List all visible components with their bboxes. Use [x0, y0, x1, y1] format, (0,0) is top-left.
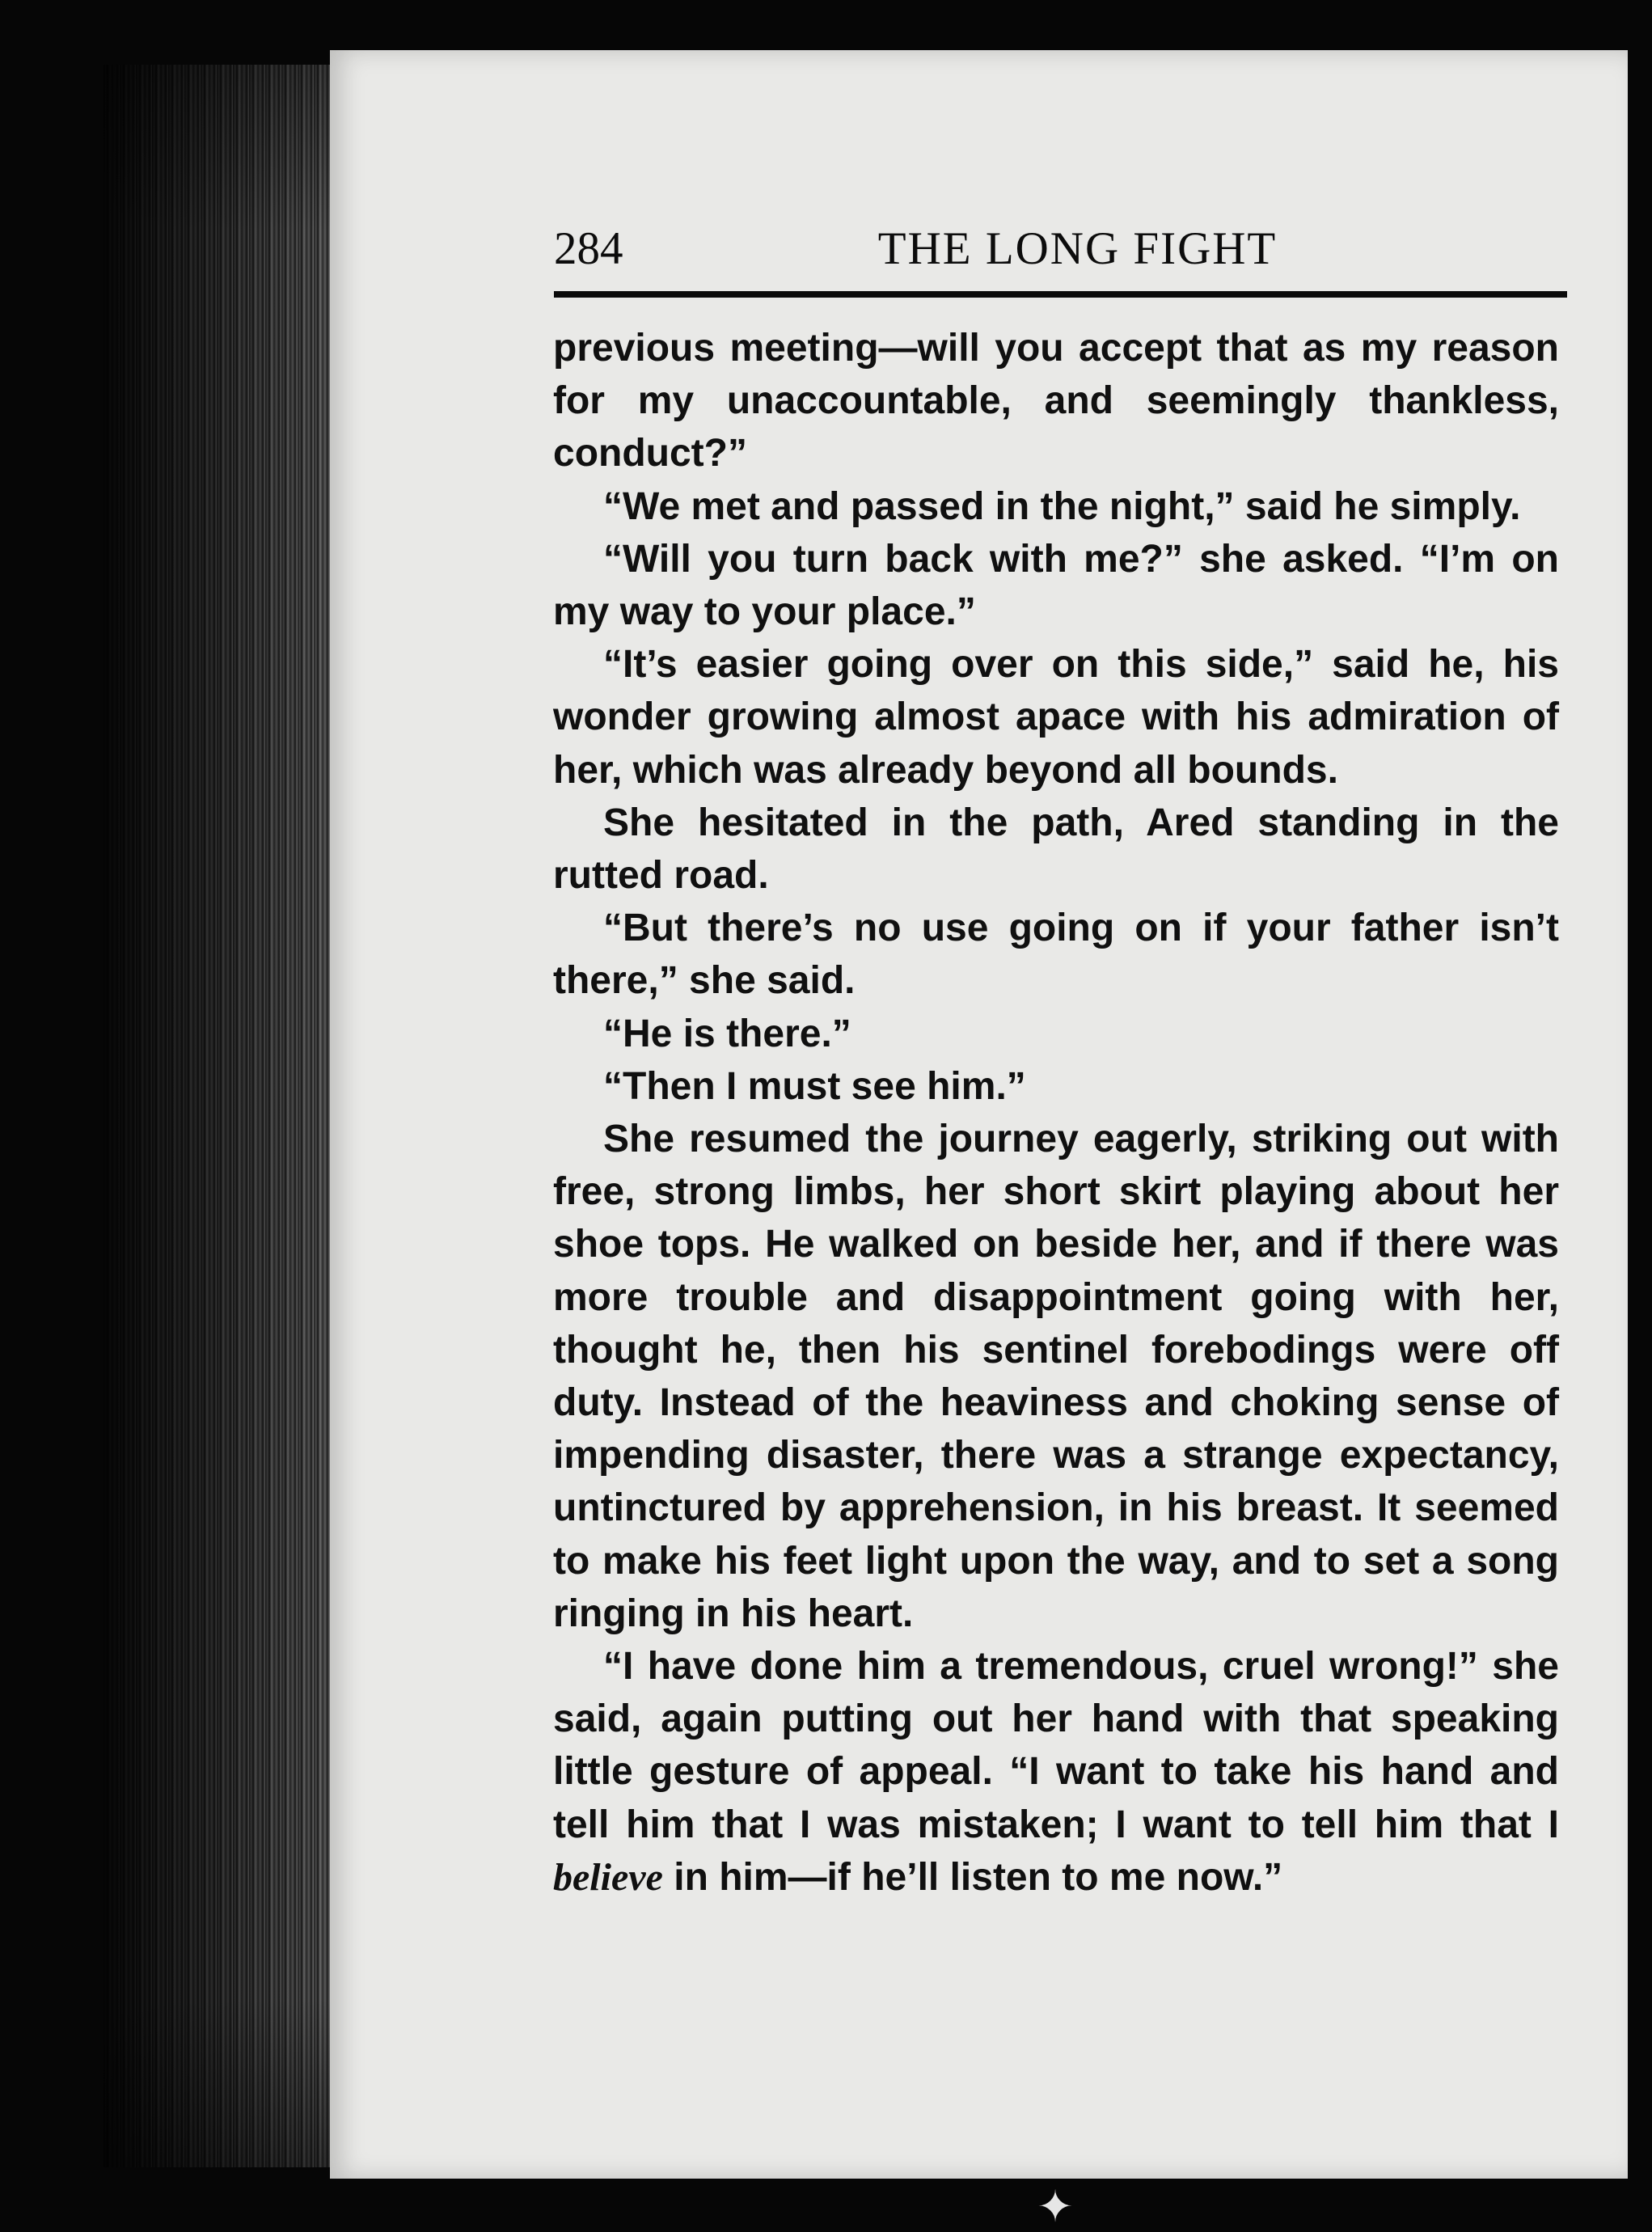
text-run: previous meeting—will you accept that as my reason for my unaccountable, and seemingly thankless, conduct?” [553, 327, 1559, 476]
header-rule [554, 291, 1567, 298]
text-run: “Will you turn back with me?” she asked. “I’m on my way to your place.” [553, 537, 1559, 634]
body-text [553, 322, 1559, 1904]
paragraph [553, 322, 1559, 480]
paragraph [553, 1113, 1559, 1640]
scan-artifact-mark: ✦ [1037, 2183, 1074, 2231]
italic-emphasis: believe [553, 1855, 663, 1899]
text-run: She hesitated in the path, Ared standing in the rutted road. [553, 801, 1559, 898]
paragraph [553, 533, 1559, 638]
text-run: “It’s easier going over on this side,” said he, his wonder growing almost apace with his admiration of her, which was already beyond all bounds. [553, 643, 1559, 792]
paragraph [553, 1060, 1559, 1113]
text-run: “He is there.” [603, 1012, 851, 1055]
paragraph [553, 1640, 1559, 1904]
text-run: “Then I must see him.” [603, 1064, 1026, 1108]
paragraph [553, 902, 1559, 1007]
paragraph [553, 1008, 1559, 1060]
text-run: in him—if he’ll listen to me now.” [662, 1855, 1283, 1899]
paragraph [553, 797, 1559, 902]
running-title: THE LONG FIGHT [877, 223, 1278, 274]
paragraph [553, 480, 1559, 533]
text-run: She resumed the journey eagerly, striking out with free, strong limbs, her short skirt playing about her shoe tops. He walked on beside her, and if there was more trouble and disappointment going with her, thought he, then his sentinel forebodings were off duty. Instead of the heaviness and choking sense of impending disaster, there was a strange expectancy, untinctured by apprehension, in his breast. It seemed to make his feet light upon the way, and to set a song ringing in his heart. [553, 1118, 1559, 1635]
book-page-edges [104, 65, 338, 2167]
paragraph [553, 638, 1559, 797]
text-run: “We met and passed in the night,” said he simply. [603, 484, 1521, 528]
text-run: “But there’s no use going on if your father isn’t there,” she said. [553, 907, 1559, 1003]
page-number: 284 [554, 223, 623, 274]
text-run: “I have done him a tremendous, cruel wrong!” she said, again putting out her hand with that speaking little gesture of appeal. “I want to take his hand and tell him that I was mistaken; I want to tell him that I [553, 1645, 1559, 1846]
running-head [554, 217, 1569, 281]
